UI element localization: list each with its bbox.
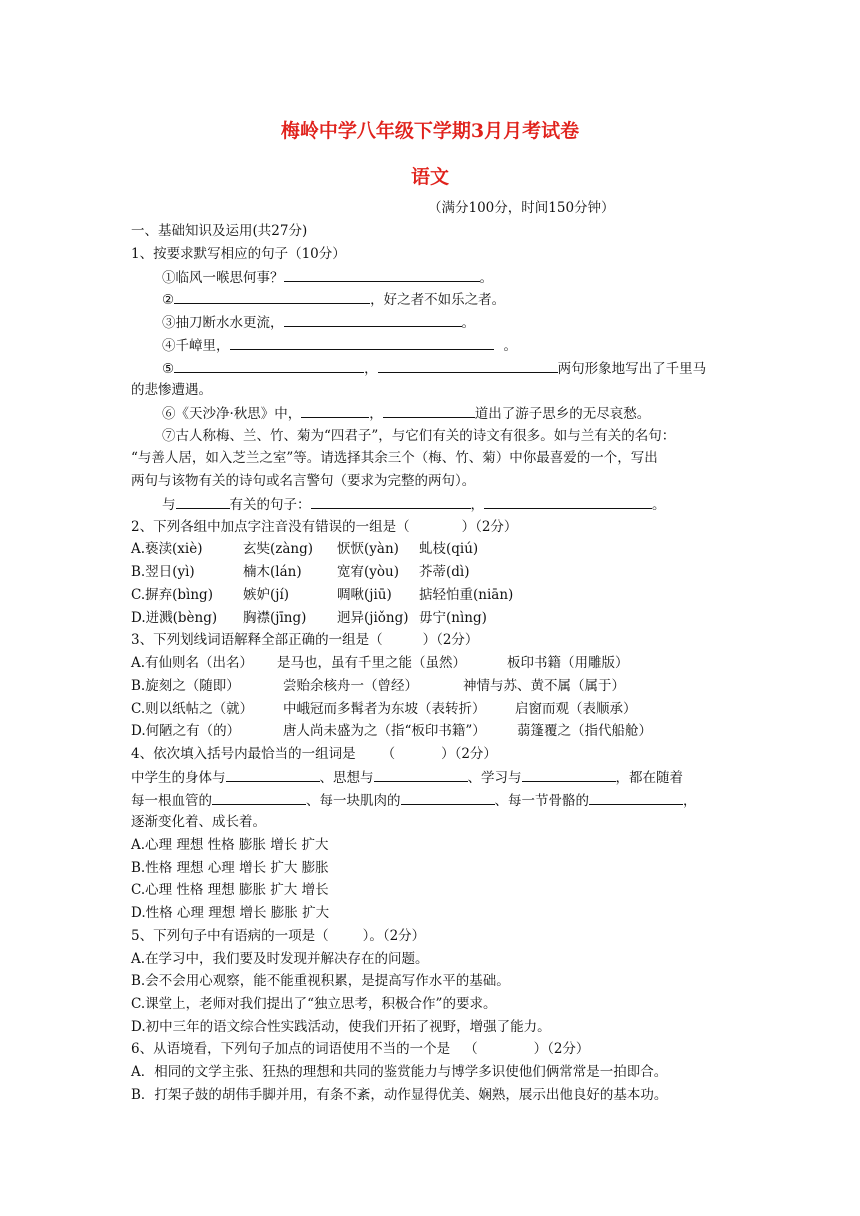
q1-item-6	[162, 404, 650, 423]
q1-item-7-answer	[162, 495, 666, 514]
score-info: （满分100分，时间150分钟）	[428, 200, 615, 216]
item-text: ②	[162, 292, 175, 308]
item-text: 道出了游子思乡的无尽哀愁。	[474, 406, 651, 422]
q1-item-2	[162, 290, 505, 309]
stem-text: ）（2分）	[533, 1041, 590, 1057]
answer-blank[interactable]	[212, 791, 306, 805]
q1-item-5-cont: 的悲惨遭遇。	[131, 382, 212, 398]
item-text: ③抽刀断水水更流，	[162, 315, 284, 331]
q4-option-a: A.心理 理想 性格 膨胀 增长 扩大	[131, 837, 329, 853]
q4-passage-line2	[131, 791, 697, 810]
q2-option-a	[131, 540, 478, 558]
item-text: 。	[652, 497, 666, 513]
option-cell: B.翌日(yì)	[131, 564, 195, 580]
subject-title: 语文	[410, 166, 449, 188]
item-text: 与	[162, 497, 176, 513]
answer-blank[interactable]	[383, 404, 475, 418]
stem-text: ）（2分）	[441, 746, 497, 762]
q5-stem	[131, 927, 425, 945]
q5-option-c: C.课堂上，老师对我们提出了“独立思考，积极合作”的要求。	[131, 996, 497, 1012]
stem-text: ）（2分）	[461, 519, 518, 535]
q1-item-5	[162, 359, 706, 378]
answer-blank[interactable]	[522, 768, 616, 782]
answer-blank[interactable]	[311, 495, 471, 509]
answer-blank[interactable]	[589, 791, 683, 805]
passage-text: 、每一块肌肉的	[306, 793, 401, 809]
option-cell: 宽宥(yòu)	[337, 564, 399, 580]
answer-blank[interactable]	[484, 495, 652, 509]
option-cell: 嫉妒(jí)	[243, 587, 290, 603]
q4-option-b: B.性格 理想 心理 增长 扩大 膨胀	[131, 860, 329, 876]
q2-stem	[131, 518, 517, 536]
q2-option-b	[131, 563, 470, 581]
option-cell: 迥异(jiǒng)	[337, 610, 409, 626]
answer-blank[interactable]	[174, 290, 370, 304]
q5-option-b: B.会不会用心观察，能不能重视积累，是提高写作水平的基础。	[131, 973, 510, 989]
option-cell: 掂轻怕重(niān)	[419, 587, 514, 603]
q3-stem	[131, 631, 478, 649]
answer-blank[interactable]	[226, 768, 320, 782]
stem-text: 4、依次填入括号内最恰当的一组词是	[131, 746, 356, 762]
passage-text: 、每一节骨骼的	[494, 793, 589, 809]
option-cell: B.旋刻之（随即）	[131, 678, 240, 694]
option-cell: D.何陋之有（的）	[131, 723, 241, 739]
q1-item-1	[162, 268, 493, 287]
option-cell: 唐人尚未盛为之（指“板印书籍”）	[283, 723, 486, 739]
passage-text: 中学生的身体与	[131, 770, 226, 786]
answer-blank[interactable]	[230, 336, 494, 350]
option-cell: 芥蒂(dì)	[419, 564, 470, 580]
option-cell: 启窗而观（表顺承）	[515, 701, 637, 717]
option-cell: 啁啾(jiū)	[337, 587, 392, 603]
item-text: 。	[461, 315, 475, 331]
item-text: ①临风一喉思何事？	[162, 270, 284, 286]
option-cell: 中峨冠而多髯者为东坡（表转折）	[283, 701, 486, 717]
item-text: ⑤	[162, 361, 175, 377]
passage-text: ，	[683, 793, 697, 809]
answer-blank[interactable]	[284, 313, 462, 327]
q3-option-b	[131, 677, 625, 695]
answer-blank[interactable]	[176, 495, 230, 509]
q1-item-4	[162, 336, 517, 355]
option-cell: C.摒弃(bìng)	[131, 587, 213, 603]
q1-item-7-line3: 两句与该物有关的诗句或名言警句（要求为完整的两句）。	[131, 473, 476, 489]
q2-option-c	[131, 586, 513, 604]
q4-passage-line3: 逐渐变化着、成长着。	[131, 814, 266, 830]
q3-option-c	[131, 700, 637, 718]
answer-blank[interactable]	[301, 404, 369, 418]
item-text: ④千嶂里，	[162, 338, 230, 354]
option-cell: 胸襟(jīng)	[243, 610, 307, 626]
q1-item-7-line1: ⑦古人称梅、兰、竹、菊为“四君子”，与它们有关的诗文有很多。如与兰有关的名句：	[162, 428, 676, 444]
q6-option-b: B．打架子鼓的胡伟手脚并用，有条不紊，动作显得优美、娴熟，展示出他良好的基本功。	[131, 1087, 668, 1103]
passage-text: ，都在随着	[615, 770, 683, 786]
stem-text: ）（2分）	[422, 632, 479, 648]
item-text: ⑥《天沙净·秋思》中，	[162, 406, 302, 422]
q6-stem	[131, 1040, 589, 1058]
q5-option-a: A.在学习中，我们要及时发现并解决存在的问题。	[131, 951, 429, 967]
option-cell: 恹恹(yàn)	[337, 541, 399, 557]
item-text: ，	[369, 406, 383, 422]
q5-option-d: D.初中三年的语文综合性实践活动，使我们开拓了视野，增强了能力。	[131, 1019, 551, 1035]
answer-blank[interactable]	[174, 359, 364, 373]
option-cell: A.有仙则名（出名）	[131, 655, 254, 671]
option-cell: 虬枝(qiú)	[419, 541, 479, 557]
q1-item-7-line2: “与善人居，如入芝兰之室”等。请选择其余三个（梅、竹、菊）中你最喜爱的一个，写出	[131, 450, 658, 466]
stem-text: 6、从语境看，下列句子加点的词语使用不当的一个是	[131, 1041, 451, 1057]
answer-blank[interactable]	[378, 359, 558, 373]
passage-text: 、思想与	[319, 770, 374, 786]
answer-blank[interactable]	[401, 791, 495, 805]
item-text: ，好之者不如乐之者。	[370, 292, 506, 308]
option-cell: 神情与苏、黄不属（属于）	[463, 678, 625, 694]
stem-text: ）。（2分）	[362, 928, 426, 944]
q1-stem: 1、按要求默写相应的句子（10分）	[131, 246, 346, 262]
item-text: 有关的句子：	[229, 497, 311, 513]
option-cell: 板印书籍（用雕版）	[507, 655, 629, 671]
option-cell: C.则以纸帖之（就）	[131, 701, 254, 717]
option-cell: 是马也，虽有千里之能（虽然）	[277, 655, 466, 671]
q2-option-d	[131, 609, 487, 627]
q3-option-d	[131, 722, 652, 740]
q4-stem	[131, 745, 497, 763]
item-text: 。	[503, 338, 517, 354]
item-text: ，	[364, 361, 378, 377]
option-cell: D.迸溅(bèng)	[131, 610, 218, 626]
item-text: ，	[470, 497, 484, 513]
option-cell: A.亵渎(xiè)	[131, 541, 203, 557]
passage-text: 每一根血管的	[131, 793, 212, 809]
q3-option-a	[131, 654, 629, 672]
option-cell: 楠木(lán)	[243, 564, 302, 580]
option-cell: 蒻篷覆之（指代船舱）	[517, 723, 652, 739]
item-text: 。	[479, 270, 493, 286]
q4-option-d: D.性格 心理 理想 增长 膨胀 扩大	[131, 905, 330, 921]
stem-text: （	[381, 746, 396, 762]
item-text: 两句形象地写出了千里马	[557, 361, 707, 377]
q6-option-a: A．相同的文学主张、狂热的理想和共同的鉴赏能力与博学多识使他们俩常常是一拍即合。	[131, 1064, 668, 1080]
q1-item-3	[162, 313, 475, 332]
stem-text: 5、下列句子中有语病的一项是（	[131, 928, 329, 944]
option-cell: 玄奘(zàng)	[243, 541, 314, 557]
stem-text: 2、下列各组中加点字注音没有错误的一组是（	[131, 519, 410, 535]
answer-blank[interactable]	[374, 768, 468, 782]
stem-text: （	[464, 1041, 478, 1057]
q4-option-c: C.心理 性格 理想 膨胀 扩大 增长	[131, 882, 329, 898]
option-cell: 毋宁(nìng)	[419, 610, 487, 626]
section-heading: 一、基础知识及运用(共27分)	[131, 223, 308, 239]
passage-text: 、学习与	[467, 770, 522, 786]
stem-text: 3、下列划线词语解释全部正确的一组是（	[131, 632, 383, 648]
answer-blank[interactable]	[284, 268, 480, 282]
option-cell: 尝贻余核舟一（曾经）	[283, 678, 418, 694]
q4-passage-line1	[131, 768, 683, 787]
exam-title: 梅岭中学八年级下学期3月月考试卷	[280, 120, 580, 142]
